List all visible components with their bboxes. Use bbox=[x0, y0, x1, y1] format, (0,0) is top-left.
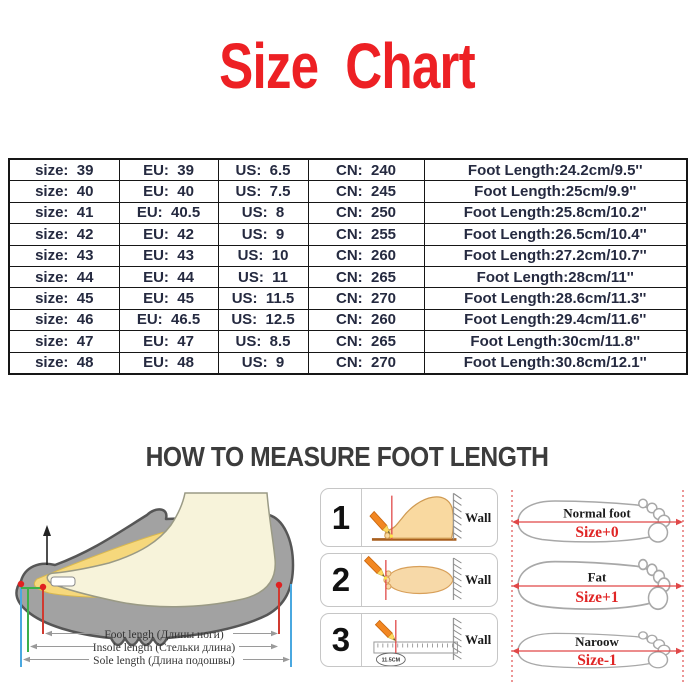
cell-cn: CN: 260 bbox=[308, 309, 424, 330]
cell-foot-length: Foot Length:28.6cm/11.3'' bbox=[424, 288, 687, 309]
pencil-icon bbox=[370, 511, 390, 533]
cell-eu: EU: 39 bbox=[119, 159, 218, 181]
foot-side-icon bbox=[385, 497, 453, 538]
table-row bbox=[9, 159, 687, 181]
cell-foot-length: Foot Length:27.2cm/10.7'' bbox=[424, 245, 687, 266]
foot-length-label: Foot lengh (Длины ноги) bbox=[104, 629, 224, 641]
cell-foot-length: Foot Length:28cm/11'' bbox=[424, 266, 687, 287]
cell-size: size: 42 bbox=[9, 224, 119, 245]
step-1-illustration bbox=[362, 489, 465, 546]
table-row bbox=[9, 245, 687, 266]
shoe-cross-section-diagram bbox=[1, 481, 319, 692]
foot-type-name: Normal foot bbox=[563, 505, 631, 521]
cell-eu: EU: 44 bbox=[119, 266, 218, 287]
measure-dot bbox=[276, 582, 282, 588]
wall-label: Wall bbox=[465, 632, 492, 647]
cell-foot-length: Foot Length:26.5cm/10.4'' bbox=[424, 224, 687, 245]
cell-cn: CN: 265 bbox=[308, 331, 424, 352]
foot-type-size: Size+1 bbox=[575, 589, 619, 606]
shoe-silhouette-icon bbox=[16, 493, 293, 645]
foot-type-size: Size+0 bbox=[575, 524, 619, 541]
cell-cn: CN: 250 bbox=[308, 202, 424, 223]
step-number: 2 bbox=[321, 554, 362, 606]
cell-eu: EU: 47 bbox=[119, 331, 218, 352]
cell-cn: CN: 255 bbox=[308, 224, 424, 245]
wall-label: Wall bbox=[465, 509, 492, 525]
wall-hatch bbox=[453, 618, 461, 660]
cell-us: US: 10 bbox=[218, 245, 308, 266]
sole-length-label: Sole length (Длина подошвы) bbox=[93, 655, 235, 667]
cell-size: size: 47 bbox=[9, 331, 119, 352]
cell-size: size: 40 bbox=[9, 181, 119, 202]
cell-eu: EU: 40 bbox=[119, 181, 218, 202]
ruler-icon bbox=[374, 642, 458, 653]
foot-type-name: Naroow bbox=[575, 634, 619, 649]
step-3-illustration bbox=[362, 614, 465, 666]
cell-us: US: 9 bbox=[218, 352, 308, 374]
cell-eu: EU: 46.5 bbox=[119, 309, 218, 330]
wall-hatch bbox=[453, 493, 461, 539]
cell-foot-length: Foot Length:25cm/9.9'' bbox=[424, 181, 687, 202]
cell-size: size: 48 bbox=[9, 352, 119, 374]
pencil-icon bbox=[375, 621, 395, 642]
cell-us: US: 6.5 bbox=[218, 159, 308, 181]
cell-us: US: 8 bbox=[218, 202, 308, 223]
cell-foot-length: Foot Length:24.2cm/9.5'' bbox=[424, 159, 687, 181]
cell-foot-length: Foot Length:25.8cm/10.2'' bbox=[424, 202, 687, 223]
insole-length-label: Insole length (Стельки длина) bbox=[92, 642, 236, 654]
wall-label: Wall bbox=[465, 572, 492, 587]
foot-type-name: Fat bbox=[587, 569, 607, 585]
cell-cn: CN: 265 bbox=[308, 266, 424, 287]
step-2-illustration bbox=[362, 554, 465, 606]
cell-eu: EU: 43 bbox=[119, 245, 218, 266]
step-3-box bbox=[320, 613, 498, 667]
cell-us: US: 11.5 bbox=[218, 288, 308, 309]
measure-dot bbox=[40, 584, 46, 590]
ruler-value: 11.5CM bbox=[381, 657, 400, 664]
table-row bbox=[9, 288, 687, 309]
cell-us: US: 8.5 bbox=[218, 331, 308, 352]
measure-steps bbox=[320, 488, 498, 667]
table-row bbox=[9, 202, 687, 223]
foot-top-icon bbox=[388, 567, 453, 594]
cell-cn: CN: 270 bbox=[308, 352, 424, 374]
cell-eu: EU: 48 bbox=[119, 352, 218, 374]
cell-foot-length: Foot Length:30.8cm/12.1'' bbox=[424, 352, 687, 374]
table-row bbox=[9, 266, 687, 287]
cell-size: size: 46 bbox=[9, 309, 119, 330]
table-row bbox=[9, 352, 687, 374]
cell-size: size: 43 bbox=[9, 245, 119, 266]
cell-size: size: 44 bbox=[9, 266, 119, 287]
up-arrow-icon bbox=[43, 525, 51, 565]
foot-type-size: Size-1 bbox=[577, 652, 617, 669]
step-number: 1 bbox=[321, 489, 362, 546]
size-table bbox=[8, 158, 688, 375]
cell-eu: EU: 42 bbox=[119, 224, 218, 245]
cell-size: size: 39 bbox=[9, 159, 119, 181]
normal-foot-figure bbox=[512, 499, 683, 542]
table-row bbox=[9, 181, 687, 202]
step-number: 3 bbox=[321, 614, 362, 666]
step-1-box bbox=[320, 488, 498, 547]
table-row bbox=[9, 224, 687, 245]
cell-cn: CN: 245 bbox=[308, 181, 424, 202]
pencil-icon bbox=[364, 557, 384, 578]
cell-us: US: 7.5 bbox=[218, 181, 308, 202]
cell-size: size: 41 bbox=[9, 202, 119, 223]
wall-hatch bbox=[453, 558, 461, 600]
cell-size: size: 45 bbox=[9, 288, 119, 309]
table-row bbox=[9, 309, 687, 330]
page-title: Size Chart bbox=[219, 30, 475, 102]
cell-eu: EU: 45 bbox=[119, 288, 218, 309]
cell-eu: EU: 40.5 bbox=[119, 202, 218, 223]
step-2-box bbox=[320, 553, 498, 607]
cell-cn: CN: 260 bbox=[308, 245, 424, 266]
measure-heading: HOW TO MEASURE FOOT LENGTH bbox=[145, 441, 549, 472]
cell-foot-length: Foot Length:29.4cm/11.6'' bbox=[424, 309, 687, 330]
cell-cn: CN: 240 bbox=[308, 159, 424, 181]
cell-us: US: 12.5 bbox=[218, 309, 308, 330]
fat-foot-figure bbox=[512, 560, 683, 610]
narrow-foot-figure bbox=[512, 632, 683, 669]
cell-us: US: 9 bbox=[218, 224, 308, 245]
foot-types-diagram bbox=[500, 486, 694, 688]
cell-cn: CN: 270 bbox=[308, 288, 424, 309]
table-row bbox=[9, 331, 687, 352]
measure-dot bbox=[18, 581, 24, 587]
cell-foot-length: Foot Length:30cm/11.8'' bbox=[424, 331, 687, 352]
cell-us: US: 11 bbox=[218, 266, 308, 287]
